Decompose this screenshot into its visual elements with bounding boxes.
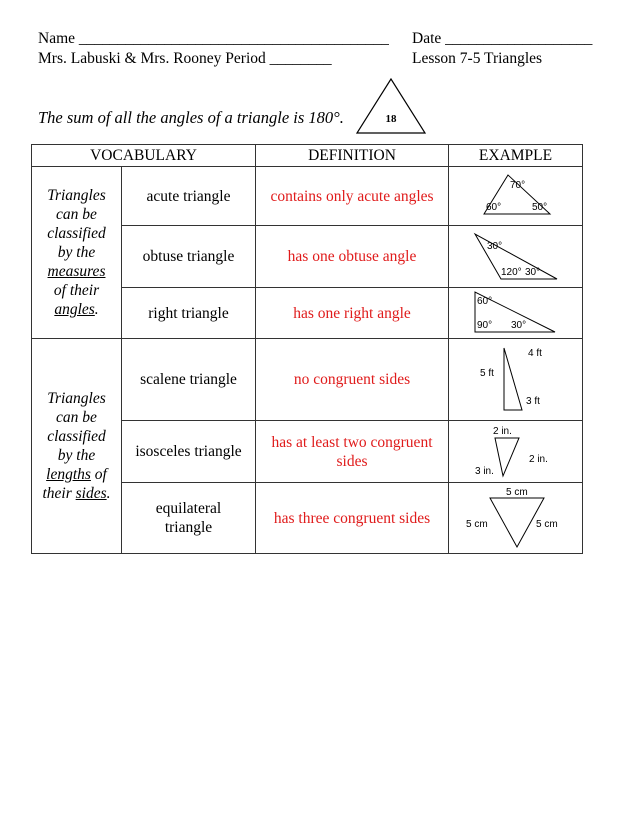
definition-right: has one right angle [256, 288, 449, 339]
definition-equilateral: has three congruent sides [256, 483, 449, 554]
angle-sum-statement: The sum of all the angles of a triangle is 180°. [38, 108, 344, 127]
date-line: Date ___________________ [412, 30, 593, 47]
term-obtuse: obtuse triangle [122, 226, 256, 288]
header-vocabulary: VOCABULARY [32, 145, 256, 167]
term-right: right triangle [122, 288, 256, 339]
table-row [32, 339, 583, 421]
svg-text:3 in.: 3 in. [474, 465, 494, 477]
header-example: EXAMPLE [449, 145, 583, 167]
term-equilateral: equilateral triangle [122, 483, 256, 554]
example-right [449, 288, 583, 339]
definition-isosceles: has at least two congruent sides [256, 421, 449, 483]
category-angles: Triangles can be classified by the measures of their angles. [32, 167, 122, 339]
triangle-number: 18 [385, 113, 397, 125]
vocabulary-table [31, 144, 583, 554]
example-acute [449, 167, 583, 226]
obtuse-triangle-figure [471, 231, 561, 283]
example-equilateral [449, 483, 583, 554]
term-scalene: scalene triangle [122, 339, 256, 421]
name-line: Name ________________________________________ [38, 30, 389, 47]
table-row [32, 167, 583, 226]
scalene-triangle-figure [476, 344, 556, 416]
svg-text:5 cm: 5 cm [505, 487, 528, 498]
svg-text:2 in.: 2 in. [492, 425, 512, 437]
equilateral-triangle-figure [466, 485, 566, 551]
svg-text:5 cm: 5 cm [535, 519, 558, 530]
example-isosceles [449, 421, 583, 483]
isosceles-triangle-figure [471, 424, 561, 480]
definition-obtuse: has one obtuse angle [256, 226, 449, 288]
acute-triangle-figure [480, 172, 552, 220]
svg-text:30°: 30° [510, 320, 526, 331]
lesson-title: Lesson 7-5 Triangles [412, 50, 543, 67]
right-triangle-figure [471, 290, 561, 336]
definition-scalene: no congruent sides [256, 339, 449, 421]
svg-text:3 ft: 3 ft [525, 395, 540, 407]
term-acute: acute triangle [122, 167, 256, 226]
svg-text:30°: 30° [524, 266, 540, 278]
term-isosceles: isosceles triangle [122, 421, 256, 483]
category-sides: Triangles can be classified by the lengths of their sides. [32, 339, 122, 554]
triangle-icon [355, 77, 427, 135]
svg-text:30°: 30° [486, 240, 502, 252]
example-obtuse [449, 226, 583, 288]
svg-text:5 ft: 5 ft [479, 367, 494, 379]
svg-text:50°: 50° [531, 202, 547, 213]
svg-text:2 in.: 2 in. [528, 453, 548, 465]
svg-text:70°: 70° [509, 180, 525, 191]
svg-text:120°: 120° [500, 266, 522, 278]
svg-text:4 ft: 4 ft [527, 347, 542, 359]
teachers-period-line: Mrs. Labuski & Mrs. Rooney Period ________ [38, 50, 332, 67]
definition-acute: contains only acute angles [256, 167, 449, 226]
svg-text:90°: 90° [476, 320, 492, 331]
example-scalene [449, 339, 583, 421]
svg-text:60°: 60° [485, 202, 501, 213]
svg-text:5 cm: 5 cm [465, 519, 488, 530]
header-row [32, 145, 583, 167]
svg-text:60°: 60° [476, 296, 492, 307]
header-definition: DEFINITION [256, 145, 449, 167]
